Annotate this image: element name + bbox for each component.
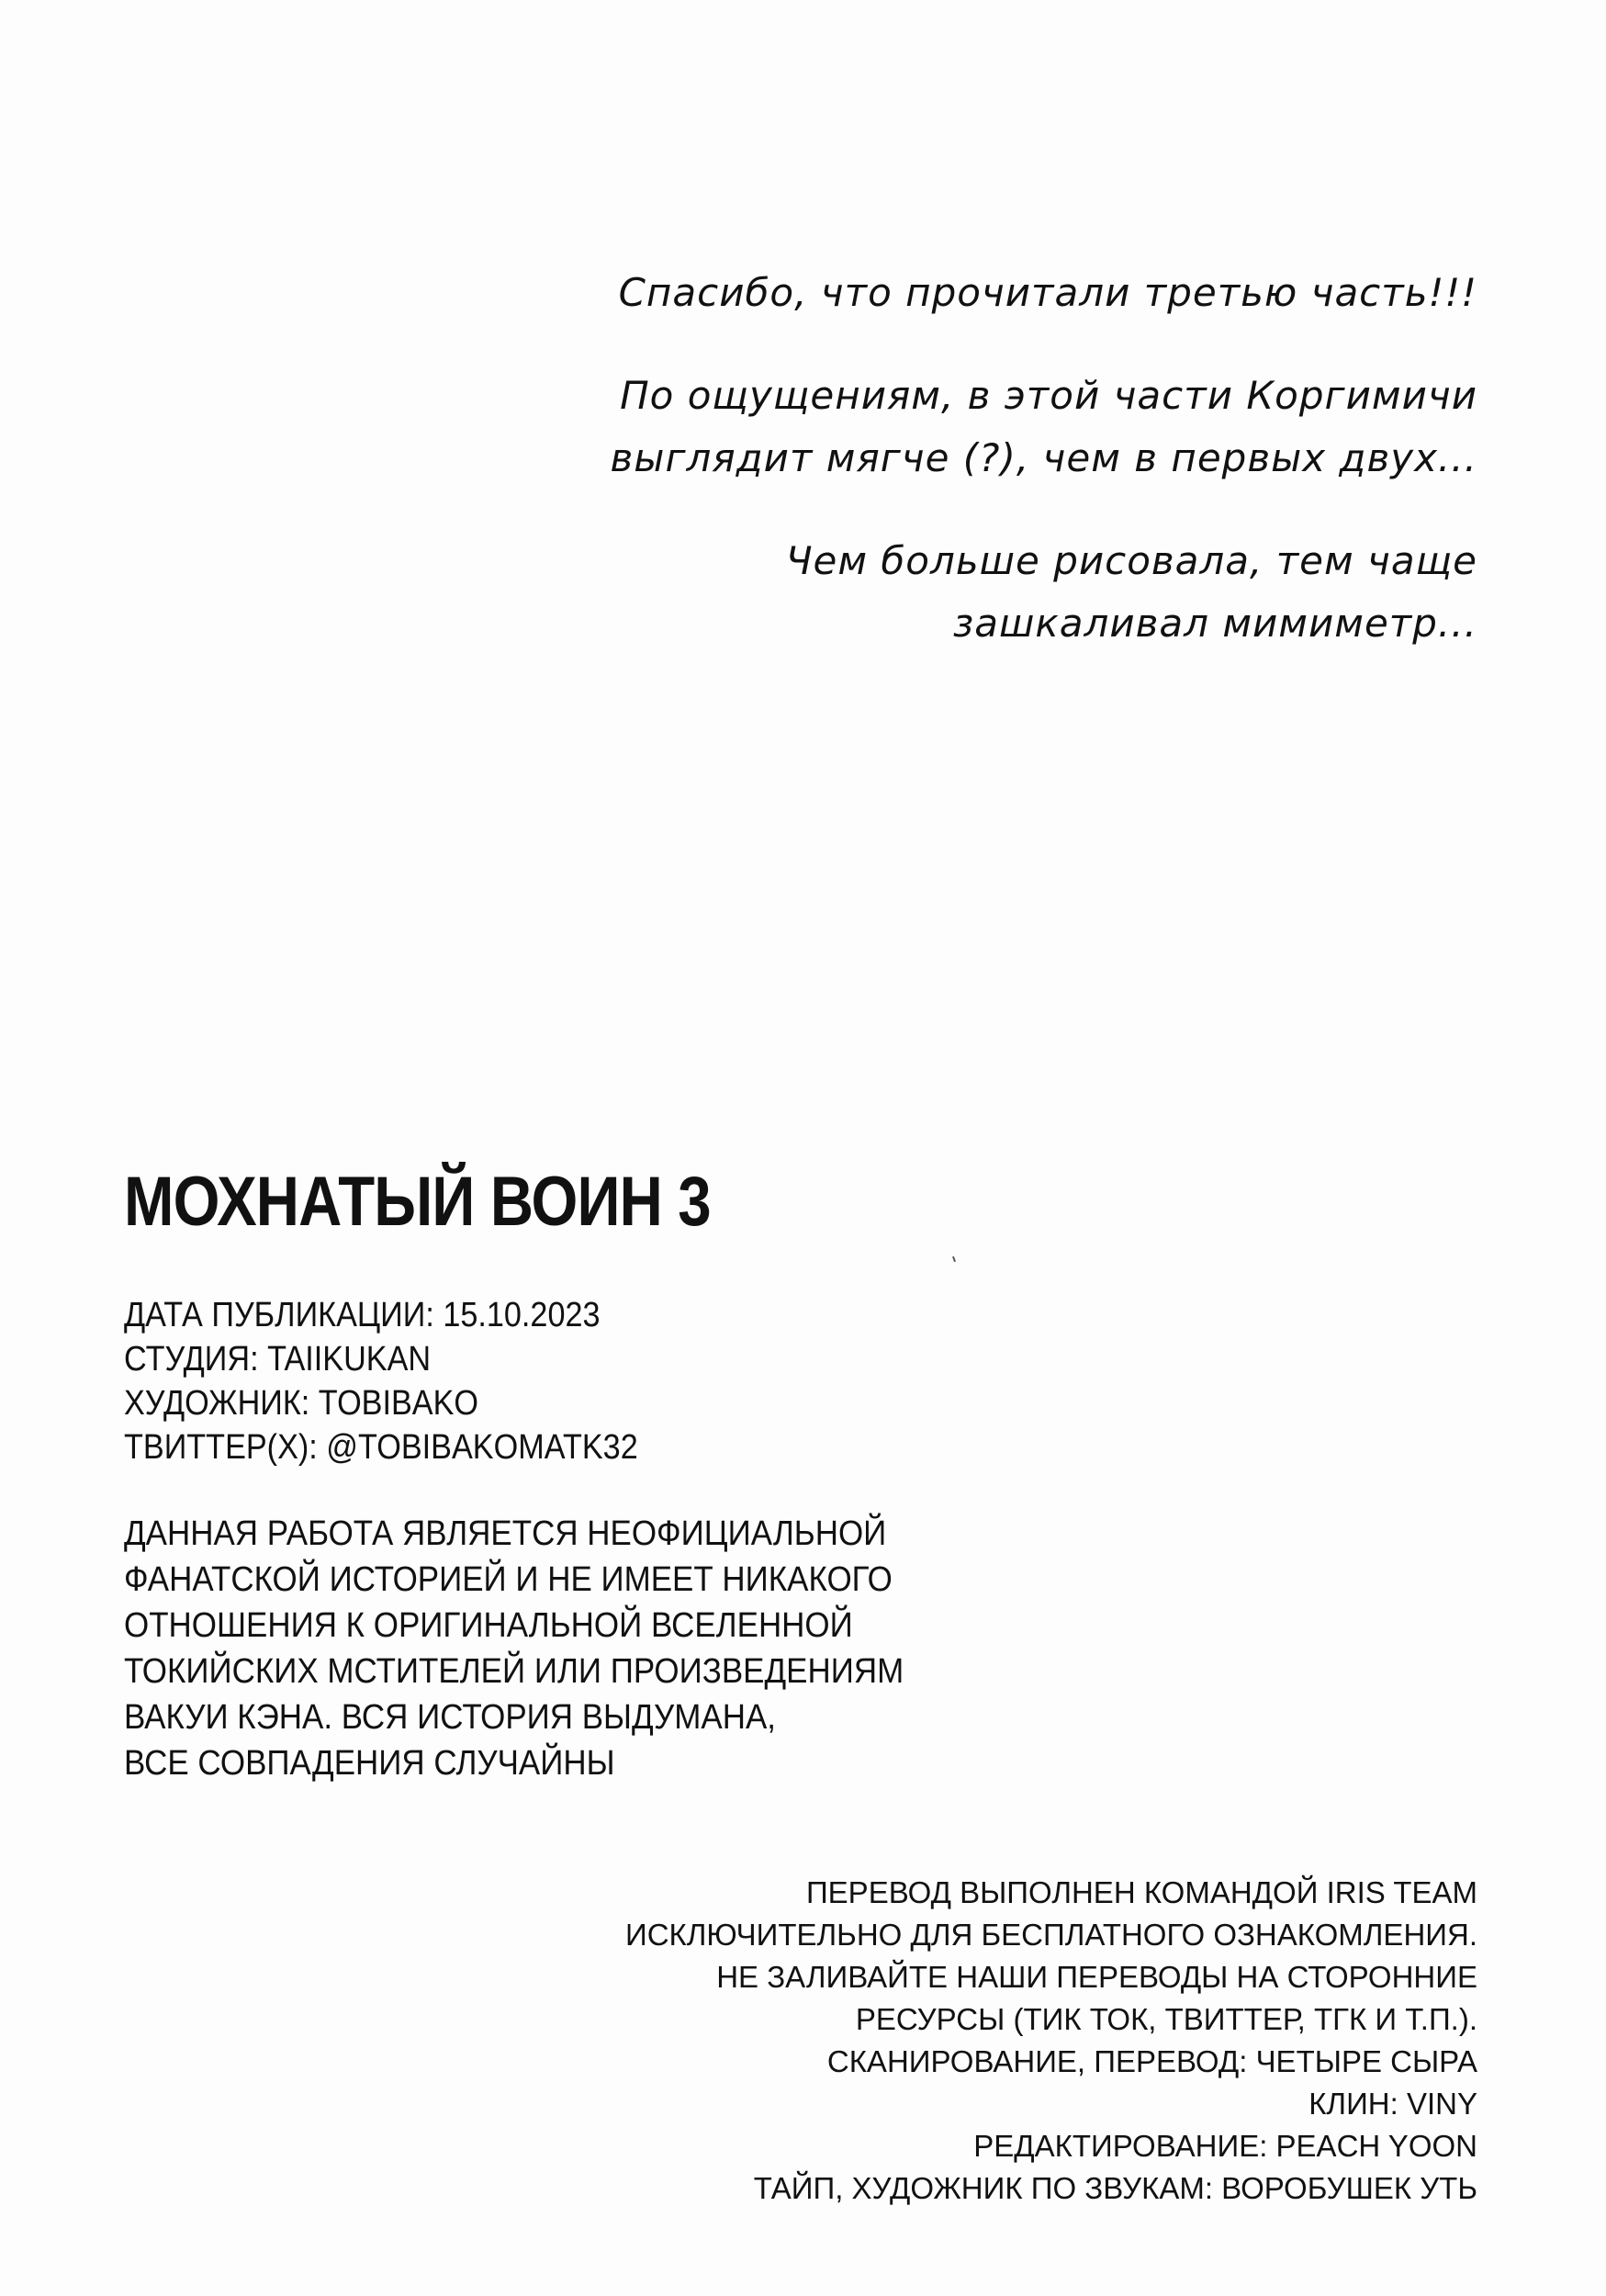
translation-credits xyxy=(376,1872,1477,2210)
disclaimer-line: ВАКУИ КЭНА. ВСЯ ИСТОРИЯ ВЫДУМАНА, xyxy=(124,1698,776,1737)
credits-line: КЛИН: VINY xyxy=(1308,2087,1477,2121)
afterword-paragraph-2 xyxy=(467,365,1477,490)
credits-line: РЕДАКТИРОВАНИЕ: PEACH YOON xyxy=(973,2129,1477,2163)
disclaimer-line: ОТНОШЕНИЯ К ОРИГИНАЛЬНОЙ ВСЕЛЕННОЙ xyxy=(124,1606,853,1645)
disclaimer-line: ТОКИЙСКИХ МСТИТЕЛЕЙ ИЛИ ПРОИЗВЕДЕНИЯМ xyxy=(124,1652,904,1691)
afterword-paragraph-1 xyxy=(467,262,1477,324)
twitter-handle: ТВИТТЕР(X): @TOBIBAKOMATK32 xyxy=(124,1428,638,1467)
credits-line: СКАНИРОВАНИЕ, ПЕРЕВОД: ЧЕТЫРЕ СЫРА xyxy=(826,2044,1477,2078)
afterword-line: Спасибо, что прочитали третью часть!!! xyxy=(618,270,1477,315)
studio-name: СТУДИЯ: TAIIKUKAN xyxy=(124,1340,432,1379)
artist-name: ХУДОЖНИК: TOBIBAKO xyxy=(124,1384,479,1423)
publication-info xyxy=(124,1293,638,1469)
page-title: МОХНАТЫЙ ВОИН 3 xyxy=(124,1163,711,1241)
afterword xyxy=(467,262,1477,695)
credits-line: ИСКЛЮЧИТЕЛЬНО ДЛЯ БЕСПЛАТНОГО ОЗНАКОМЛЕНИЯ. xyxy=(624,1918,1477,1952)
disclaimer-line: ДАННАЯ РАБОТА ЯВЛЯЕТСЯ НЕОФИЦИАЛЬНОЙ xyxy=(124,1514,887,1553)
afterword-line: зашкаливал мимиметр... xyxy=(952,601,1477,646)
afterword-line: Чем больше рисовала, тем чаще xyxy=(785,538,1477,583)
disclaimer-line: ВСЕ СОВПАДЕНИЯ СЛУЧАЙНЫ xyxy=(124,1744,615,1783)
credits-line: НЕ ЗАЛИВАЙТЕ НАШИ ПЕРЕВОДЫ НА СТОРОННИЕ xyxy=(716,1960,1477,1994)
afterword-line: По ощущениям, в этой части Коргимичи xyxy=(620,373,1477,418)
scan-speck xyxy=(952,1256,956,1262)
afterword-line: выглядит мягче (?), чем в первых двух... xyxy=(610,435,1477,480)
publication-date: ДАТА ПУБЛИКАЦИИ: 15.10.2023 xyxy=(124,1296,601,1334)
disclaimer-line: ФАНАТСКОЙ ИСТОРИЕЙ И НЕ ИМЕЕТ НИКАКОГО xyxy=(124,1560,893,1599)
credits-line: ТАЙП, ХУДОЖНИК ПО ЗВУКАМ: ВОРОБУШЕК УТЬ xyxy=(753,2171,1477,2205)
afterword-paragraph-3 xyxy=(467,530,1477,655)
credits-line: ПЕРЕВОД ВЫПОЛНЕН КОМАНДОЙ IRIS TEAM xyxy=(805,1875,1477,1909)
credits-line: РЕСУРСЫ (ТИК ТОК, ТВИТТЕР, ТГК И Т.П.). xyxy=(855,2002,1477,2036)
disclaimer xyxy=(124,1511,969,1786)
